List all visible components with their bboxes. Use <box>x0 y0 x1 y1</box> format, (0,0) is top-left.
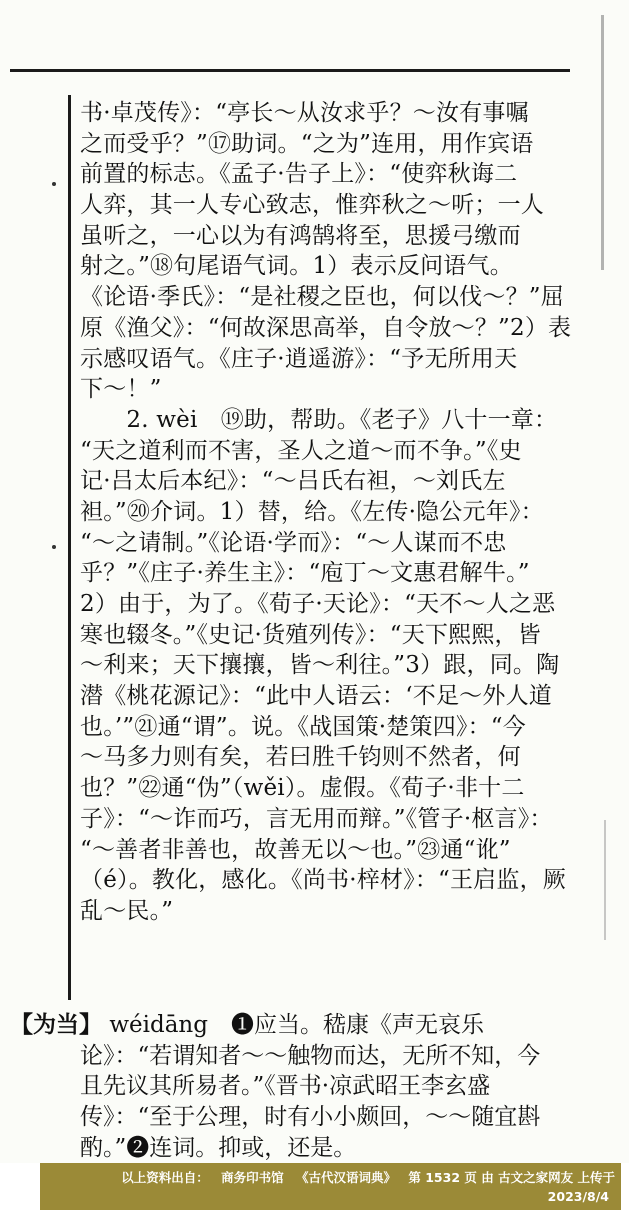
top-rule <box>10 69 570 72</box>
text-line: 也？”㉒通“伪”（wěi）。虚假。《荀子·非十二 <box>80 775 525 802</box>
margin-mark <box>52 545 56 549</box>
text-line: 论》：“若谓知者～～触物而达，无所不知，今 <box>80 1042 541 1069</box>
text-line: 射之。”⑱句尾语气词。1）表示反问语气。 <box>80 253 513 280</box>
text-line: 2）由于，为了。《荀子·天论》：“天不～人之恶 <box>80 591 556 617</box>
text-line: 记·吕太后本纪》：“～吕氏右袒，～刘氏左 <box>80 468 506 495</box>
text-line: 且先议其所易者。”《晋书·凉武昭王李玄盛 <box>80 1073 491 1100</box>
text-line: 之而受乎？”⑰助词。“之为”连用，用作宾语 <box>80 130 534 157</box>
source-footer <box>40 1163 621 1210</box>
dictionary-entry <box>10 1010 574 1163</box>
text-line: 人弈，其一人专心致志，惟弈秋之～听；一人 <box>80 192 544 219</box>
entry-pinyin-definition: wéidāng ❶应当。嵇康《声无哀乐 <box>109 1012 484 1038</box>
text-line: “～善者非善也，故善无以～也。”㉓通“讹” <box>80 836 511 863</box>
definition-text <box>80 98 574 927</box>
source-citation <box>121 1168 615 1186</box>
text-line: 原《渔父》：“何故深思高举，自令放～？”2）表 <box>80 314 572 341</box>
text-line: 潜《桃花源记》：“此中人语云：‘不足～外人道 <box>80 683 552 710</box>
text-line: 乱～民。” <box>80 897 174 924</box>
text-line: ～利来；天下攘攘，皆～利往。”3）跟，同。陶 <box>80 652 560 679</box>
text-line: 传》：“至于公理，时有小小颇回，～～随宜斟 <box>80 1104 541 1131</box>
text-line: 书·卓茂传》：“亭长～从汝求乎？～汝有事嘱 <box>80 100 529 126</box>
entry-headword: 【为当】 <box>10 1011 102 1038</box>
text-line: 袒。”⑳介词。1）替，给。《左传·隐公元年》： <box>80 498 544 525</box>
text-line: 乎？”《庄子·养生主》：“庖丁～文惠君解牛。” <box>80 560 530 587</box>
book-title: 《古代汉语词典》 <box>295 1170 396 1185</box>
text-line: “～之请制。”《论语·学而》：“～人谋而不忠 <box>80 529 507 556</box>
uploader-site: 古文之家网友 <box>498 1170 574 1185</box>
text-line: “天之道利而不害，圣人之道～而不争。”《史 <box>80 437 522 464</box>
text-line: 下～！” <box>80 376 162 403</box>
text-line: 子》：“～诈而巧，言无用而辩。”《管子·枢言》： <box>80 805 553 832</box>
text-line: 示感叹语气。《庄子·逍遥游》：“予无所用天 <box>80 345 518 372</box>
text-line: 前置的标志。《孟子·告子上》：“使弈秋诲二 <box>80 161 518 188</box>
text-line: 寒也辍冬。”《史记·货殖列传》：“天下熙熙，皆 <box>80 621 541 648</box>
page-edge-shadow <box>601 15 604 270</box>
text-line: 《论语·季氏》：“是社稷之臣也，何以伐～？”屈 <box>80 284 564 311</box>
text-line: ～马多力则有矣，若曰胜千钧则不然者，何 <box>80 744 521 771</box>
publisher: 商务印书馆 <box>221 1170 284 1185</box>
text-line: 2. wèi ⑲助，帮助。《老子》八十一章： <box>80 406 558 433</box>
text-line: 虽听之，一心以为有鸿鹄将至，思援弓缴而 <box>80 222 521 249</box>
text-line: （é）。教化，感化。《尚书·梓材》：“王启监，厥 <box>80 867 566 894</box>
source-prefix: 以上资料出自： <box>121 1170 209 1185</box>
page-label-post: 页 由 <box>464 1170 494 1185</box>
page-edge-shadow <box>604 820 606 940</box>
page-label-pre: 第 <box>408 1170 421 1185</box>
entry-first-line <box>10 1010 574 1041</box>
text-line: 酌。”❷连词。抑或，还是。 <box>80 1134 357 1161</box>
column-rule <box>68 95 71 1000</box>
upload-date: 2023/8/4 <box>547 1189 609 1204</box>
page-number: 1532 <box>425 1170 461 1185</box>
upload-label: 上传于 <box>577 1170 615 1185</box>
margin-mark <box>52 182 56 186</box>
text-line: 也。’”㉑通“谓”。说。《战国策·楚策四》：“今 <box>80 713 526 740</box>
